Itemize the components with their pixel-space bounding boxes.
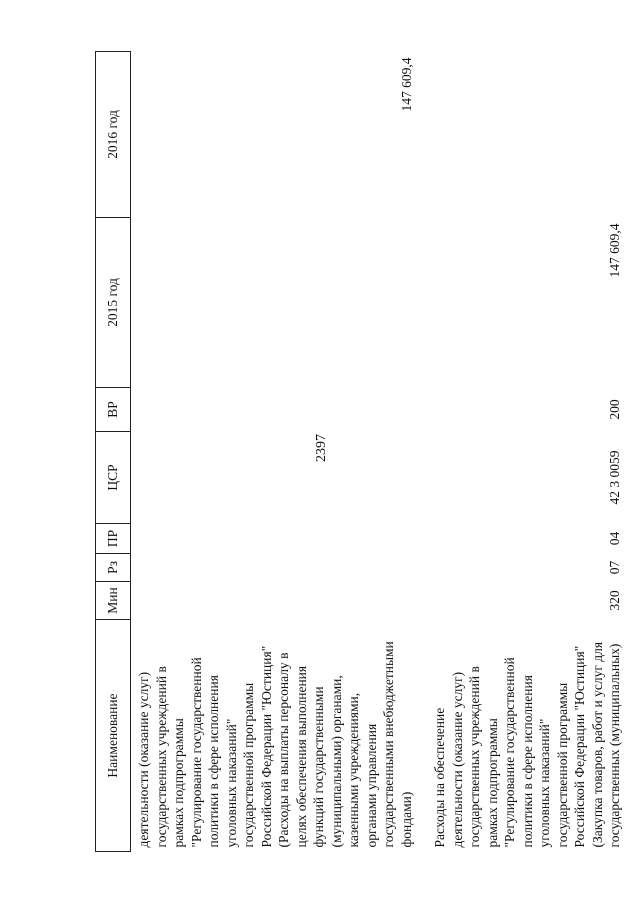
cell-csr: 42 3 0059 [607,450,622,505]
table-row [131,52,416,852]
name-line: (Расходы на выплаты персоналу в [276,652,291,848]
cell-min [131,582,416,620]
header-csr: ЦСР [96,432,131,524]
page-number: 2397 [314,434,329,462]
cell-rz [131,554,416,582]
name-line: фондами) [398,791,414,848]
cell-2015 [131,218,416,388]
cell-rz: 07 [607,560,622,575]
header-vr: ВР [96,388,131,432]
header-name: Наименование [96,620,131,852]
name-line: органами управления [363,723,379,848]
header-min: Мин [96,582,131,620]
name-line: государственных учреждений в [153,666,169,848]
name-line: Российской Федерации "Юстиция" [572,645,587,848]
name-line: функций государственными [311,686,326,848]
name-line: (муниципальными) органами, [328,675,344,848]
budget-table [95,51,624,852]
cell-min: 320 [607,590,622,611]
name-line: рамках подпрограммы [171,718,186,848]
name-line: государственных учреждений в [467,666,482,848]
name-line: "Регулирование государственной [502,657,517,848]
name-line: политики в сфере исполнения [206,675,221,848]
header-2015: 2015 год [96,218,131,388]
cell-2016: 147 609,4 [398,57,414,112]
table-row [415,52,624,852]
cell-pr [131,524,416,554]
name-line: целях обеспечения выполнения [293,665,309,848]
name-line: уголовных наказаний" [223,718,239,848]
name-line: государственной программы [554,682,570,848]
name-line: деятельности (оказание услуг) [136,671,151,848]
name-line: государственной программы [241,682,256,848]
budget-table-rotated [95,52,622,852]
name-line: политики в сфере исполнения [519,675,535,848]
name-line: государственных (муниципальных) [607,643,622,848]
name-line: "Регулирование государственной [188,657,204,848]
name-line: рамках подпрограммы [484,718,500,848]
table-header-row [96,52,131,852]
cell-vr [131,388,416,432]
name-line: (Закупка товаров, работ и услуг для [589,641,605,848]
row-name [131,620,416,852]
cell-2015: 147 609,4 [607,223,622,278]
header-pr: ПР [96,524,131,554]
name-line: Расходы на обеспечение [432,707,447,848]
header-rz: Рз [96,554,131,582]
name-line: уголовных наказаний" [537,718,552,848]
name-line: казенными учреждениями, [346,692,361,848]
row-name [415,620,624,852]
name-line: Российской Федерации "Юстиция" [258,645,274,848]
cell-csr [131,432,416,524]
cell-vr: 200 [607,399,622,420]
name-line: деятельности (оказание услуг) [449,671,465,848]
cell-pr: 04 [607,531,622,546]
header-2016: 2016 год [96,52,131,218]
name-line: государственными внебюджетными [381,641,396,848]
cell-2016 [415,52,624,218]
